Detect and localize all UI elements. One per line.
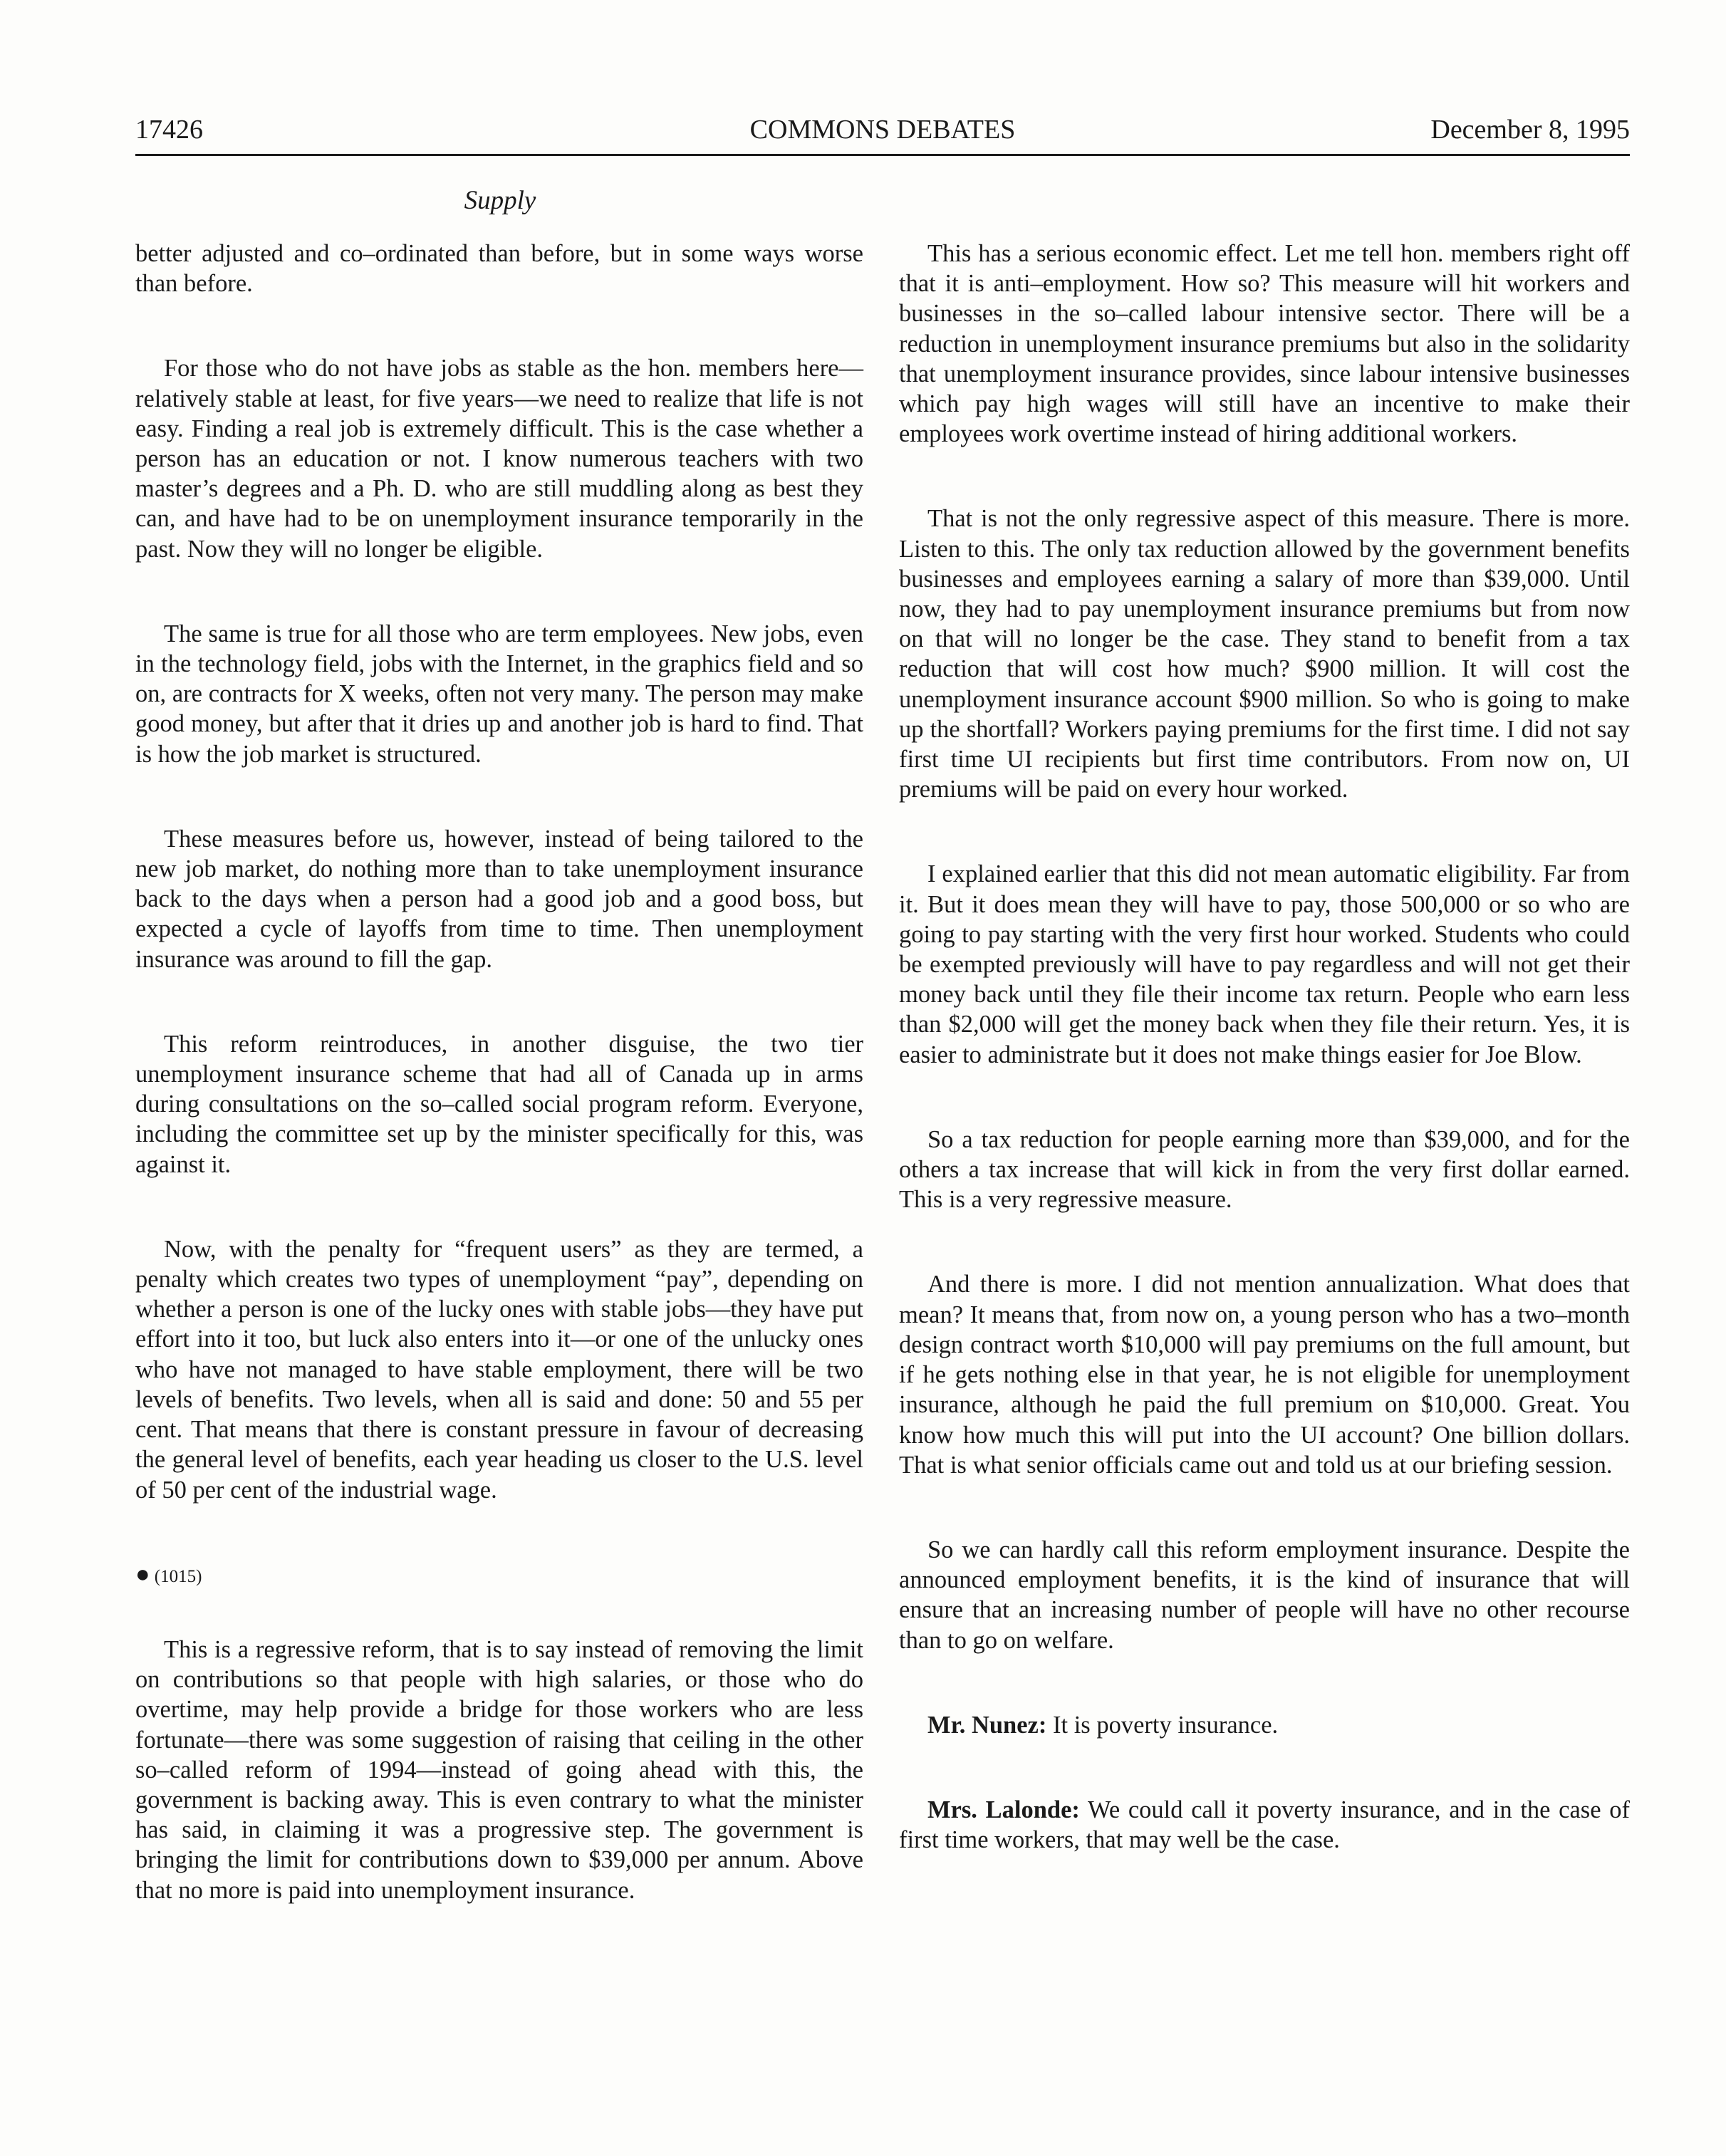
time-marker: [135, 1560, 863, 1592]
paragraph: That is not the only regressive aspect of this measure. There is more. Listen to this. The only tax reduction allowed by the government benefits businesses and employees earning a salary of more than $39,000. Until now, they had to pay unemployment insurance premiums but from now on that will no longer be the case. They stand to benefit from a tax reduction that will cost how much? $900 million. It will cost the unemployment insurance account $900 million. So who is going to make up the shortfall? Workers paying premiums for the first time. I did not say first time UI recipients but first time contributors. From now on, UI premiums will be paid on every hour worked.: [899, 505, 1630, 803]
paragraph: So we can hardly call this reform employment insurance. Despite the announced employment benefits, it is the kind of insurance that will ensure that an increasing number of people will have no other recourse than to go on welfare.: [899, 1536, 1630, 1654]
paragraph: So a tax reduction for people earning more than $39,000, and for the others a tax increase that will kick in from the very first dollar earned. This is a very regressive measure.: [899, 1125, 1630, 1214]
speaker-name: Mr. Nunez:: [927, 1711, 1047, 1739]
paragraph: This has a serious economic effect. Let me tell hon. members right off that it is anti–employment. How so? This measure will hit workers and businesses in the so–called labour intensive sector. There will be a reduction in unemployment insurance premiums but also in the solidarity that unemployment insurance provides, since labour intensive businesses which pay high wages will still have an incentive to make their employees work overtime instead of hiring additional workers.: [899, 240, 1630, 448]
running-header: [135, 114, 1630, 157]
speaker-name: Mrs. Lalonde:: [927, 1796, 1080, 1823]
section-heading: Supply: [464, 186, 536, 215]
paragraph: And there is more. I did not mention annualization. What does that mean? It means that, from now on, a young person who has a two–month design contract worth $10,000 will pay premiums on the full amount, but if he gets nothing else in that year, he is not eligible for unemployment insurance, although he paid the full premium on $10,000. Great. You know how much this will put into the UI account? One billion dollars. That is what senior officials came out and told us at our briefing session.: [899, 1271, 1630, 1479]
intervention-text: We could call it poverty insurance, and in the case of first time workers, that may well be the case.: [899, 1796, 1631, 1854]
left-column: [135, 239, 863, 1960]
paragraph: I explained earlier that this did not mean automatic eligibility. Far from it. But it does mean they will have to pay, those 500,000 or so who are going to pay starting with the very first hour worked. Students who could be exempted previously will have to pay regardless and will not get their money back until they file their income tax return. People who earn less than $2,000 will get the money back when they file their return. Yes, it is easier to administrate but it does not make things easier for Joe Blow.: [899, 860, 1630, 1068]
paragraph: The same is true for all those who are term employees. New jobs, even in the technology field, jobs with the Internet, in the graphics field and so on, are contracts for X weeks, often not very many. The person may make good money, but after that it dries up and another job is hard to find. That is how the job market is structured.: [135, 620, 863, 768]
paragraph: Now, with the penalty for “frequent users” as they are termed, a penalty which creates two types of unemployment “pay”, depending on whether a person is one of the lucky ones with stable jobs—they have put effort into it too, but luck also enters into it—or one of the unlucky ones who have not managed to have stable employment, there will be two levels of benefits. Two levels, when all is said and done: 50 and 55 per cent. That means that there is constant pressure in favour of decreasing the general level of benefits, each year heading us closer to the U.S. level of 50 per cent of the industrial wage.: [135, 1235, 863, 1504]
bullet-icon: ●: [135, 1561, 150, 1588]
publication-date: December 8, 1995: [1430, 115, 1630, 145]
paragraph: This is a regressive reform, that is to say instead of removing the limit on contributions so that people with high salaries, or those who do overtime, may help provide a bridge for those workers who are less fortunate—there was some suggestion of raising that ceiling in the other so–called reform of 1994—instead of going ahead with this, the government is backing away. This is even contrary to what the minister has said, in claiming it was a progressive step. The government is bringing the limit for contributions down to $39,000 per annum. Above that no more is paid into unemployment insurance.: [135, 1635, 863, 1904]
intervention-text: It is poverty insurance.: [1046, 1711, 1279, 1739]
right-column: [899, 239, 1630, 1910]
paragraph: For those who do not have jobs as stable as the hon. members here—relatively stable at least, for five years—we need to realize that life is not easy. Finding a real job is extremely difficult. This is the case whether a person has an education or not. I know numerous teachers with two master’s degrees and a Ph. D. who are still muddling along as best they can, and have had to be on unemployment insurance temporarily in the past. Now they will no longer be eligible.: [135, 355, 863, 563]
paragraph: This reform reintroduces, in another disguise, the two tier unemployment insurance scheme that had all of Canada up in arms during consultations on the so–called social program reform. Everyone, including the committee set up by the minister specifically for this, was against it.: [135, 1030, 863, 1178]
page-number: 17426: [135, 115, 203, 145]
paragraph: better adjusted and co–ordinated than before, but in some ways worse than before.: [135, 240, 863, 298]
publication-title: COMMONS DEBATES: [749, 115, 1016, 145]
intervention: [899, 1795, 1630, 1855]
intervention: [899, 1710, 1630, 1740]
time-marker-text: (1015): [154, 1566, 202, 1586]
paragraph: These measures before us, however, instead of being tailored to the new job market, do nothing more than to take unemployment insurance back to the days when a person had a good job and a good boss, but expected a cycle of layoffs from time to time. Then unemployment insurance was around to fill the gap.: [135, 825, 863, 973]
header-rule: [135, 154, 1630, 156]
